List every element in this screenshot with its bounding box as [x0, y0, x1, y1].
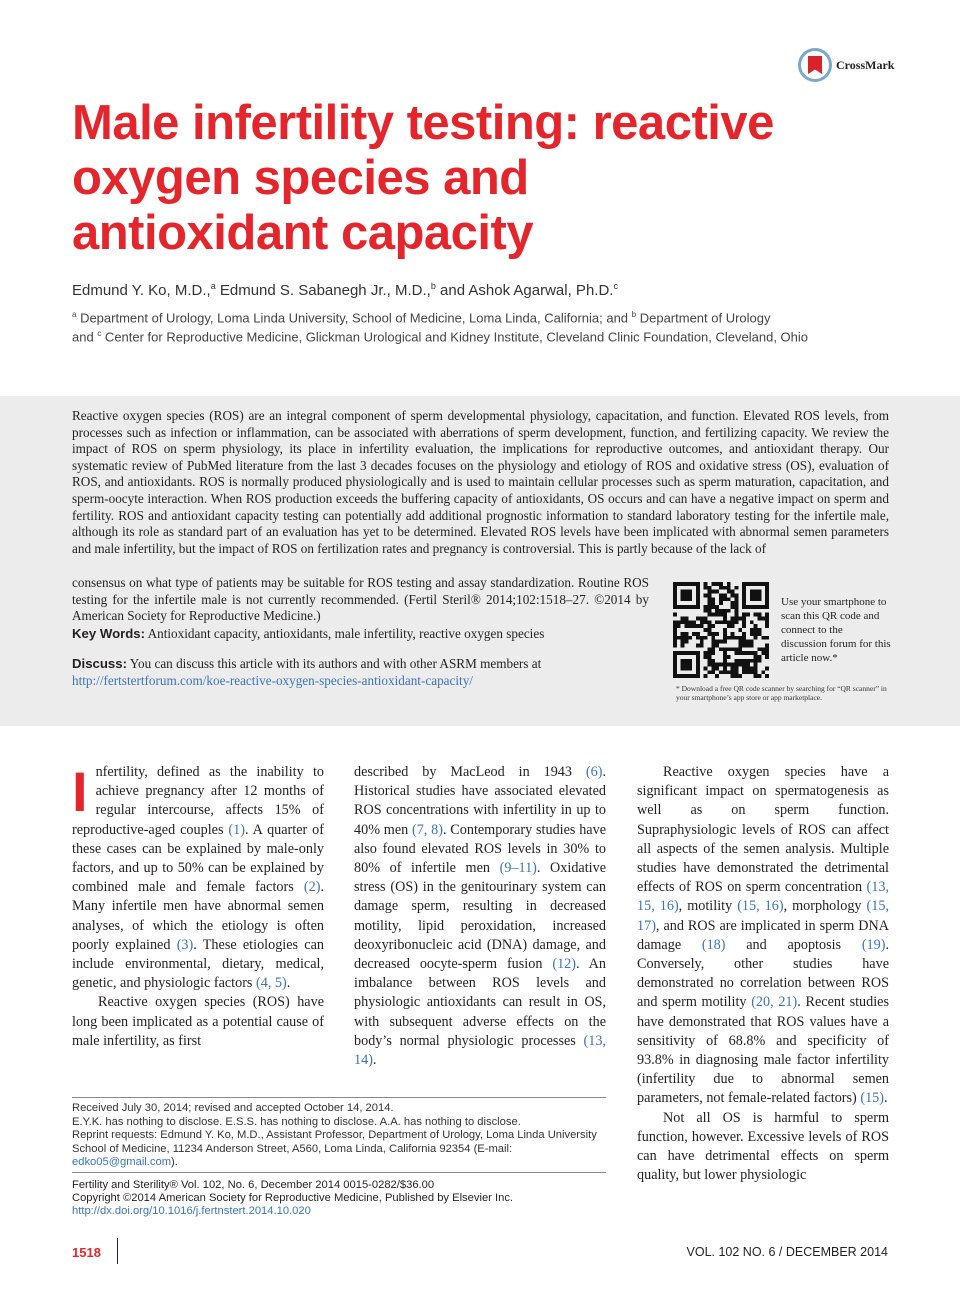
body-column-1 — [72, 760, 324, 1051]
affil-mark-c: c — [97, 329, 102, 339]
affil-a-text: Department of Urology, Loma Linda University, School of Medicine, Loma Linda, California; and — [76, 310, 632, 326]
author-1-affil-mark: a — [210, 281, 216, 291]
text-run: ). — [171, 1156, 178, 1168]
qr-code-icon[interactable] — [673, 582, 769, 678]
ref-link[interactable]: (13, 15, 16) — [637, 879, 889, 915]
text-run: . A quarter of these cases can be explained by male-only factors, and up to 50% can be explained by combined male and female factors — [72, 821, 324, 896]
crossmark-badge[interactable] — [798, 48, 894, 82]
title-line-1: Male infertility testing: reactive — [72, 96, 774, 150]
crossmark-label: CrossMark — [836, 57, 895, 72]
ref-link[interactable]: (18) — [701, 936, 726, 953]
text-run: . Historical studies have associated elevated ROS concentrations with infertility in up to 40% men — [354, 764, 606, 838]
title-line-2: oxygen species and — [72, 151, 529, 205]
abstract-text-continued: consensus on what type of patients may be suitable for ROS testing and assay standardization. Routine ROS testing for the infertile male is not currently recommended. (Fertil Steril® 2014;102:1518–27. ©2014 by American Society for Reproductive Medicine.) — [72, 575, 649, 624]
journal-info — [72, 1172, 606, 1218]
article-title — [72, 96, 812, 261]
affil-b-text: Department of Urology — [636, 310, 771, 326]
ref-link[interactable]: (15) — [860, 1090, 884, 1107]
ref-link[interactable]: (19) — [861, 936, 886, 953]
qr-footnote: * Download a free QR code scanner by searching for “QR scanner” in your smartphone’s app store or app marketplace. — [676, 684, 887, 702]
text-run: . — [372, 1052, 377, 1069]
author-2: Edmund S. Sabanegh Jr., M.D., — [215, 282, 431, 299]
text-run: described by MacLeod in 1943 — [354, 764, 586, 780]
paragraph — [637, 763, 889, 1109]
text-run: . Oxidative stress (OS) in the genitourinary system can damage sperm, resulting in decreased motility, lipid peroxidation, increased deoxyribonucleic acid (DNA) damage, and decreased oocyte-sperm fusion — [354, 860, 607, 973]
drop-cap: I — [72, 760, 88, 823]
affil-mark-a: a — [72, 310, 77, 319]
ref-link[interactable]: (20, 21) — [751, 994, 798, 1011]
affiliations — [72, 307, 832, 346]
reprint-requests — [72, 1129, 606, 1170]
page-number: 1518 — [72, 1245, 101, 1260]
ref-link[interactable]: (3) — [176, 936, 194, 953]
footer-divider — [117, 1238, 118, 1264]
qr-caption: Use your smartphone to scan this QR code and connect to the discussion forum for this article now.* — [781, 596, 891, 664]
text-run: . — [286, 975, 291, 992]
discuss-label: Discuss: — [72, 656, 127, 671]
disclosures: E.Y.K. has nothing to disclose. E.S.S. has nothing to disclose. A.A. has nothing to disclose. — [72, 1115, 521, 1128]
article-footnotes — [72, 1097, 606, 1170]
abstract-text: Reactive oxygen species (ROS) are an integral component of sperm developmental physiology, capacitation, and function. Elevated ROS levels, from processes such as infection or inflammation, can be associated with aberrations of sperm development, function, and fertilizing capacity. We review the impact of ROS on sperm physiology, its place in infertility evaluation, the implications for reproductive outcomes, and antioxidant therapy. Our systematic review of PubMed literature from the last 3 decades focuses on the physiology and etiology of ROS and oxidative stress (OS), evaluation of ROS, and antioxidants. ROS is normally produced physiologically and is used to maintain cellular processes such as sperm maturation, capacitation, and sperm-oocyte interaction. When ROS production exceeds the buffering capacity of antioxidants, OS occurs and can have a negative impact on sperm and fertility. ROS and antioxidant capacity testing can potentially add additional prognostic information to standard laboratory testing for the infertile male, although its role as standard part of an evaluation has yet to be determined. Elevated ROS levels have been implicated with abnormal semen parameters and male infertility, but the impact of ROS on fertilization rates and pregnancy is controversial. This is partly because of the lack of — [72, 408, 889, 556]
author-3: and Ashok Agarwal, Ph.D. — [435, 282, 614, 299]
copyright: Copyright ©2014 American Society for Reproductive Medicine, Published by Elsevier Inc. — [72, 1192, 514, 1204]
ref-link[interactable]: (15, 17) — [637, 898, 889, 934]
ref-link[interactable]: (9–11) — [499, 860, 537, 877]
body-column-2 — [354, 763, 606, 1070]
ref-link[interactable]: (13, 14) — [354, 1032, 606, 1069]
title-line-3: antioxidant capacity — [72, 206, 534, 260]
text-run: . Contemporary studies have also found elevated ROS levels in 30% to 80% of infertile men — [354, 821, 606, 877]
discuss-text: You can discuss this article with its authors and with other ASRM members at — [126, 656, 542, 671]
text-run: and apoptosis — [725, 936, 862, 953]
ref-link[interactable]: (12) — [552, 956, 576, 973]
ref-link[interactable]: (6) — [585, 764, 603, 780]
paragraph: Not all OS is harmful to sperm function, however. Excessive levels of ROS can have detrimental effects on sperm quality, but lower physiologic — [637, 1109, 889, 1184]
paragraph — [354, 763, 606, 1070]
text-run: nfertility, defined as the inability to achieve pregnancy after 12 months of regular intercourse, affects 15% of reproductive-aged couples — [72, 764, 324, 838]
author-1: Edmund Y. Ko, M.D., — [72, 282, 211, 299]
ref-link[interactable]: (15, 16) — [737, 898, 784, 915]
volume-info: VOL. 102 NO. 6 / DECEMBER 2014 — [686, 1245, 888, 1259]
ref-link[interactable]: (2) — [303, 879, 321, 896]
text-run: . — [883, 1090, 888, 1107]
discuss-notice — [72, 655, 662, 689]
crossmark-icon — [798, 48, 832, 82]
text-run: , and ROS are implicated in sperm DNA damage — [637, 917, 889, 953]
text-run: . Recent studies have demonstrated that ROS values have a sensitivity of 68.8% and specificity of 93.8% in diagnosing male factor infertility (infertility due to abnormal semen parameters, not female-related factors) — [637, 994, 890, 1107]
text-run: . Many infertile men have abnormal semen analyses, of which the etiology is often poorly explained — [72, 879, 324, 953]
keywords-list: Antioxidant capacity, antioxidants, male infertility, reactive oxygen species — [145, 626, 545, 641]
text-run: Reprint requests: Edmund Y. Ko, M.D., Assistant Professor, Department of Urology, Loma Linda University School of Medicine, 11234 Anderson Street, A560, Loma Linda, California 92354 (E-mail: — [72, 1129, 597, 1155]
text-run: , morphology — [783, 898, 867, 915]
body-column-3 — [637, 763, 889, 1185]
affil-and: and — [72, 329, 98, 345]
text-run: Reactive oxygen species have a significant impact on spermatogenesis as well as on sperm function. Supraphysiologic levels of ROS can affect all aspects of the semen analysis. Multiple studies have demonstrated the detrimental effects of ROS on sperm concentration — [637, 764, 889, 896]
affil-c-text: Center for Reproductive Medicine, Glickman Urological and Kidney Institute, Cleveland Clinic Foundation, Cleveland, Ohio — [101, 329, 809, 345]
author-2-affil-mark: b — [430, 281, 436, 291]
text-run: . These etiologies can include environmental, dietary, medical, genetic, and physiologic factors — [72, 936, 324, 992]
journal-citation: Fertility and Sterility® Vol. 102, No. 6, December 2014 0015-0282/$36.00 — [72, 1179, 435, 1191]
email-link[interactable]: edko05@gmail.com — [72, 1156, 172, 1168]
author-3-affil-mark: c — [613, 281, 618, 291]
ref-link[interactable]: (4, 5) — [256, 975, 287, 992]
ref-link[interactable]: (1) — [228, 821, 245, 838]
text-run: . An imbalance between ROS levels and physiologic antioxidants can result in OS, with subsequent adverse effects on the body’s normal physiologic processes — [354, 956, 606, 1049]
ref-link[interactable]: (7, 8) — [412, 821, 443, 838]
keywords — [72, 626, 662, 643]
keywords-label: Key Words: — [72, 626, 146, 641]
doi-link[interactable]: http://dx.doi.org/10.1016/j.fertnstert.2014.10.020 — [72, 1205, 311, 1217]
author-list — [72, 281, 618, 299]
received-dates: Received July 30, 2014; revised and accepted October 14, 2014. — [72, 1102, 394, 1114]
affil-mark-b: b — [631, 310, 637, 319]
text-run: . Conversely, other studies have demonstrated no correlation between ROS and sperm motility — [637, 936, 889, 1011]
paragraph: Reactive oxygen species (ROS) have long been implicated as a potential cause of male infertility, as first — [72, 994, 324, 1049]
text-run: , motility — [678, 898, 738, 915]
discuss-forum-link[interactable]: http://fertstertforum.com/koe-reactive-oxygen-species-antioxidant-capacity/ — [72, 673, 473, 688]
intro-paragraph — [72, 760, 324, 993]
